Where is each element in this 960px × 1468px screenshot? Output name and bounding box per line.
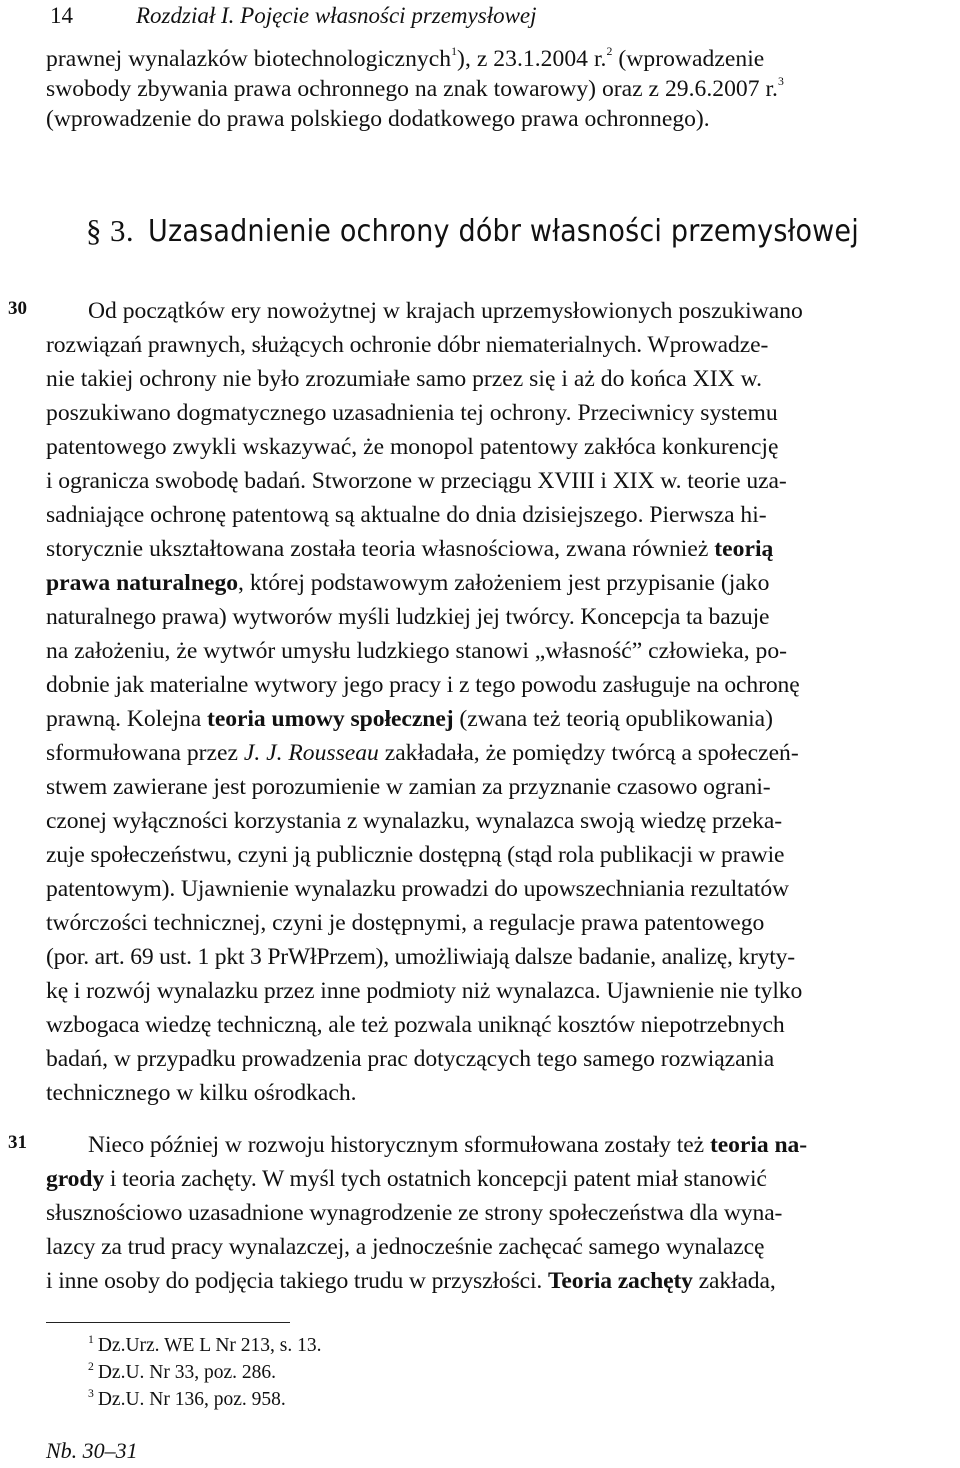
text-line: Od początków ery nowożytnej w krajach uprzemysłowionych poszukiwano [88,298,803,324]
text-line: czonej wyłączności korzystania z wynalazku, wynalazca swoją wiedzę przeka- [46,808,782,834]
bold-term: teoria umowy społecznej [207,706,454,732]
text-line: lazcy za trud pracy wynalazczej, a jednocześnie zachęcać samego wynalazcę [46,1234,765,1260]
text-line: prawa naturalnego, której podstawowym założeniem jest przypisanie (jako [46,570,770,596]
section-title: Uzasadnienie ochrony dóbr własności przemysłowej [148,214,859,249]
section-symbol: § 3. [86,213,135,248]
text-line: swobody zbywania prawa ochronnego na znak towarowy) oraz z 29.6.2007 r.$^3$ [46,73,784,102]
bold-term: grody [46,1166,105,1192]
footnote: $^3$ Dz.U. Nr 136, poz. 958. [88,1386,286,1410]
text-line: prawną. Kolejna teoria umowy społecznej (zwana też teorią opublikowania) [46,706,773,732]
text-line: (wprowadzenie do prawa polskiego dodatkowego prawa ochronnego). [46,106,710,132]
text-line: słusznościowo uzasadnione wynagrodzenie ze strony społeczeństwa dla wyna- [46,1200,783,1226]
text-line: patentowym). Ujawnienie wynalazku prowadzi do upowszechniania rezultatów [46,876,789,902]
text-line: zuje społeczeństwu, czyni ją publicznie dostępną (stąd rola publikacji w prawie [46,842,785,868]
footnote-number: 3 [88,1386,94,1400]
footnote-ref: 1 [451,43,458,58]
footnote-ref: 2 [606,43,613,58]
margin-number: 31 [8,1132,27,1153]
text-line: dobnie jak materialne wytwory jego pracy i z tego powodu zasługuje na ochronę [46,672,800,698]
margin-reference: Nb. 30–31 [46,1438,138,1463]
text-line: grody i teoria zachęty. W myśl tych ostatnich koncepcji patent miał stanowić [46,1166,767,1192]
text-line: sformułowana przez J. J. Rousseau zakładała, że pomiędzy twórcą a społeczeń- [46,740,799,766]
bold-term: Teoria zachęty [547,1268,693,1294]
text-line: poszukiwano dogmatycznego uzasadnienia tej ochrony. Przeciwnicy systemu [46,400,778,426]
text-line: (por. art. 69 ust. 1 pkt 3 PrWłPrzem), umożliwiają dalsze badanie, analizę, kryty- [46,944,795,970]
text-line: rozwiązań prawnych, służących ochronie dóbr niematerialnych. Wprowadze- [46,332,769,358]
bold-term: teorią [714,536,774,562]
text-line: na założeniu, że wytwór umysłu ludzkiego stanowi „własność” człowieka, po- [46,638,788,664]
page-number: 14 [50,3,73,28]
text-line: wzbogaca wiedzę techniczną, ale też pozwala uniknąć kosztów niepotrzebnych [46,1012,785,1038]
text-line: sadniające ochronę patentową są aktualne do dnia dzisiejszego. Pierwsza hi- [46,502,767,528]
section-heading [86,211,859,252]
footnote: $^2$ Dz.U. Nr 33, poz. 286. [88,1359,277,1383]
margin-number: 30 [8,298,27,319]
bold-term: prawa naturalnego [46,570,239,596]
footnote-separator [46,1322,290,1323]
text-line: nie takiej ochrony nie było zrozumiałe samo przez się i aż do końca XIX w. [46,366,763,392]
bold-term: teoria na- [709,1132,808,1158]
text-line: i ogranicza swobodę badań. Stworzone w przeciągu XVIII i XIX w. teorie uza- [46,468,787,494]
text-line: technicznego w kilku ośrodkach. [46,1080,357,1106]
text-line: patentowego zwykli wskazywać, że monopol patentowy zakłóca konkurencję [46,434,779,460]
text-line: prawnej wynalazków biotechnologicznych$^1$), z 23.1.2004 r.$^2$ (wprowadzenie [46,43,765,72]
text-line: Nieco później w rozwoju historycznym sformułowana zostały też teoria na- [88,1132,808,1158]
running-title: Rozdział I. Pojęcie własności przemysłowej [136,3,537,28]
footnote-number: 1 [88,1332,94,1346]
text-line: kę i rozwój wynalazku przez inne podmioty niż wynalazca. Ujawnienie nie tylko [46,978,803,1004]
footnote-number: 2 [88,1359,94,1373]
text-line: badań, w przypadku prowadzenia prac dotyczących tego samego rozwiązania [46,1046,775,1072]
footnote-ref: 3 [777,73,784,88]
text-line: twórczości technicznej, czyni je dostępnymi, a regulacje prawa patentowego [46,910,765,936]
text-line: naturalnego prawa) wytworów myśli ludzkiej jej twórcy. Koncepcja ta bazuje [46,604,770,630]
text-line: stwem zawierane jest porozumienie w zamian za przyznanie czasowo ograni- [46,774,771,800]
footnote: $^1$ Dz.Urz. WE L Nr 213, s. 13. [88,1332,322,1356]
text-line: i inne osoby do podjęcia takiego trudu w przyszłości. Teoria zachęty zakłada, [46,1268,776,1294]
italic-name: J. J. Rousseau [243,740,379,766]
text-line: storycznie ukształtowana została teoria własnościowa, zwana również teorią [46,536,774,562]
